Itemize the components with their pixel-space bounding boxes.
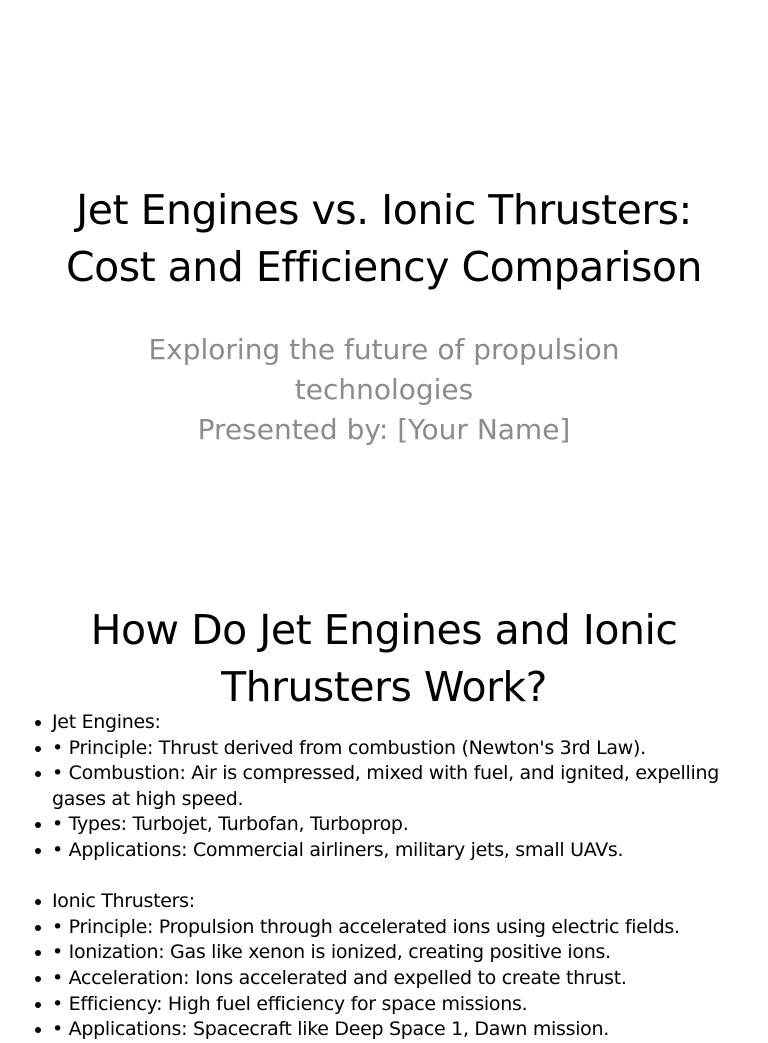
bullet-item: • Efficiency: High fuel efficiency for space missions. — [52, 992, 720, 1018]
subtitle-line-3: Presented by: [Your Name] — [197, 413, 571, 446]
bullet-item: • Applications: Spacecraft like Deep Space 1, Dawn mission. — [52, 1017, 720, 1043]
slide-title — [0, 602, 768, 716]
bullet-item: • Combustion: Air is compressed, mixed with fuel, and ignited, expelling gases at high speed. — [52, 761, 720, 812]
bullet-item: • Acceleration: Ions accelerated and expelled to create thrust. — [52, 966, 720, 992]
bullet-list — [0, 710, 720, 1043]
title-line-2: Thrusters Work? — [221, 663, 547, 711]
bullet-item: • Applications: Commercial airliners, military jets, small UAVs. — [52, 838, 720, 864]
title-slide — [0, 0, 768, 512]
bullet-item: Ionic Thrusters: — [52, 889, 720, 915]
bullet-item: Jet Engines: — [52, 710, 720, 736]
bullet-spacer — [52, 864, 720, 890]
title-line-1: Jet Engines vs. Ionic Thrusters: — [76, 186, 692, 234]
bullet-item: • Types: Turbojet, Turbofan, Turboprop. — [52, 812, 720, 838]
bullet-item: • Principle: Thrust derived from combustion (Newton's 3rd Law). — [52, 736, 720, 762]
title-line-1: How Do Jet Engines and Ionic — [90, 606, 678, 654]
subtitle-line-1: Exploring the future of propulsion — [148, 333, 620, 366]
slide-title — [0, 182, 768, 296]
subtitle-line-2: technologies — [294, 373, 474, 406]
bullet-item: • Principle: Propulsion through accelerated ions using electric fields. — [52, 915, 720, 941]
title-line-2: Cost and Efficiency Comparison — [66, 243, 702, 291]
bullet-item: • Ionization: Gas like xenon is ionized, creating positive ions. — [52, 940, 720, 966]
content-slide — [0, 512, 768, 1041]
slide-subtitle — [100, 330, 668, 450]
